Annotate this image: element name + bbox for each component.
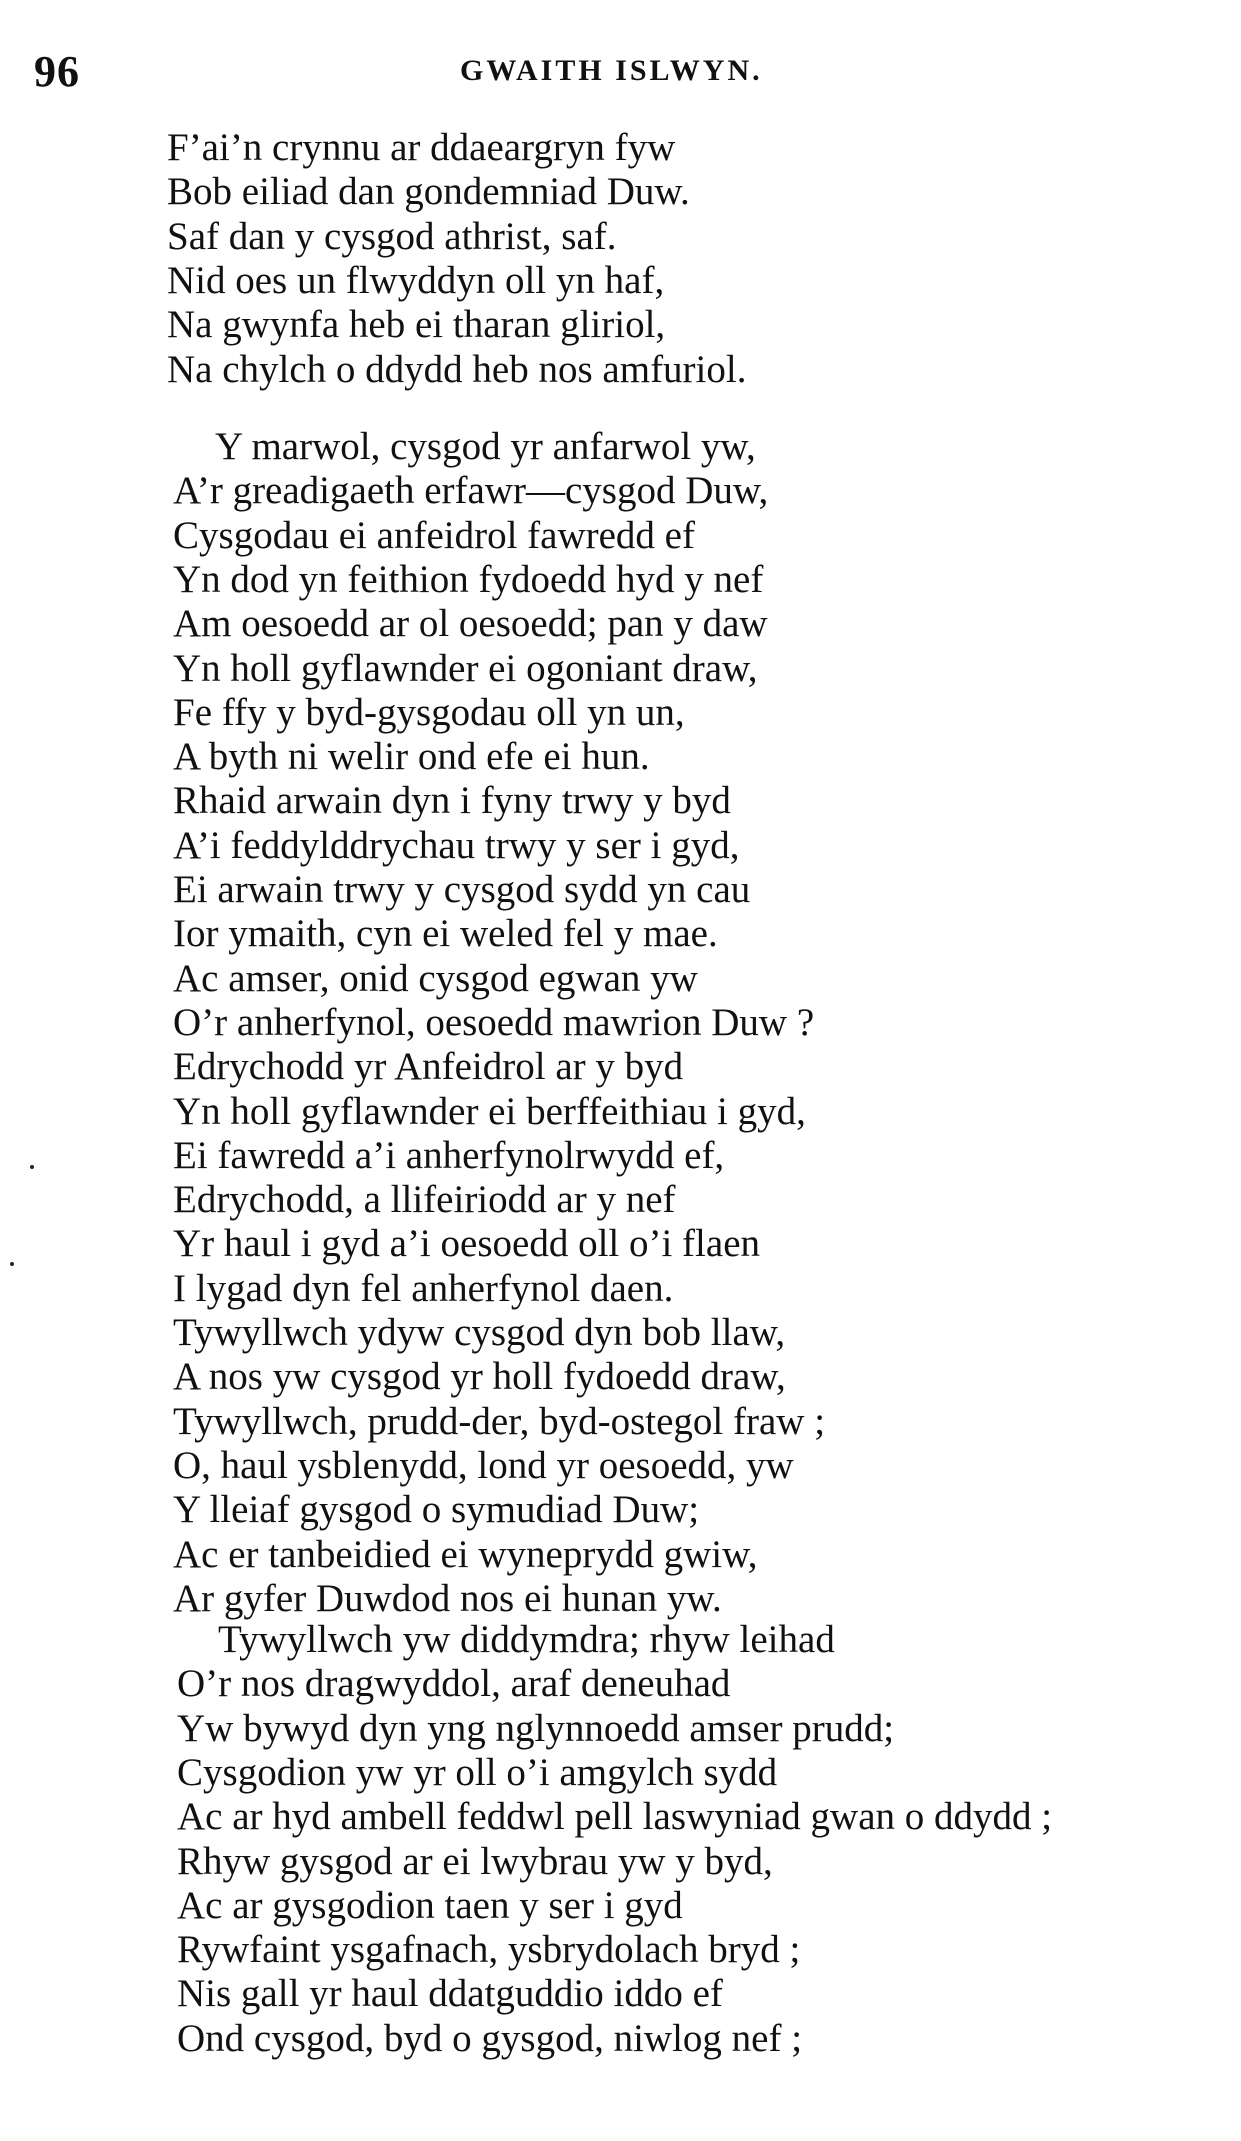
verse-line: Ac ar gysgodion taen y ser i gyd [177, 1884, 683, 1927]
verse-line: O’r anherfynol, oesoedd mawrion Duw ? [173, 1001, 815, 1044]
page-number: 96 [34, 47, 80, 96]
verse-line: Ac amser, onid cysgod egwan yw [173, 957, 698, 1000]
verse-line: O’r nos dragwyddol, araf deneuhad [177, 1662, 731, 1705]
verse-line: Yw bywyd dyn yng nglynnoedd amser prudd; [177, 1707, 895, 1750]
print-speck [30, 1165, 34, 1169]
verse-line: Yn dod yn feithion fydoedd hyd y nef [173, 558, 764, 601]
verse-line: Cysgodau ei anfeidrol fawredd ef [173, 514, 695, 557]
verse-line: Yn holl gyflawnder ei ogoniant draw, [173, 647, 758, 690]
verse-line: F’ai’n crynnu ar ddaeargryn fyw [167, 126, 676, 169]
verse-line: Ac ar hyd ambell feddwl pell laswyniad gwan o ddydd ; [177, 1795, 1053, 1838]
verse-line: A nos yw cysgod yr holl fydoedd draw, [173, 1355, 786, 1398]
verse-line: Rywfaint ysgafnach, ysbrydolach bryd ; [177, 1928, 801, 1971]
verse-line: Ei fawredd a’i anherfynolrwydd ef, [173, 1134, 725, 1177]
running-title: GWAITH ISLWYN. [460, 54, 763, 87]
verse-line: A byth ni welir ond efe ei hun. [173, 735, 650, 778]
verse-line: A’i feddylddrychau trwy y ser i gyd, [173, 824, 740, 867]
verse-line: Nid oes un flwyddyn oll yn haf, [167, 259, 665, 302]
verse-line: I lygad dyn fel anherfynol daen. [173, 1267, 674, 1310]
verse-line: Fe ffy y byd-gysgodau oll yn un, [173, 691, 685, 734]
verse-line: Ac er tanbeidied ei wyneprydd gwiw, [173, 1533, 758, 1576]
verse-line: Edrychodd yr Anfeidrol ar y byd [173, 1045, 684, 1088]
verse-line: Yn holl gyflawnder ei berffeithiau i gyd, [173, 1090, 806, 1133]
verse-line: Saf dan y cysgod athrist, saf. [167, 215, 617, 258]
verse-line: Na chylch o ddydd heb nos amfuriol. [167, 348, 747, 391]
verse-line: O, haul ysblenydd, lond yr oesoedd, yw [173, 1444, 794, 1487]
verse-line: Cysgodion yw yr oll o’i amgylch sydd [177, 1751, 778, 1794]
verse-line: Na gwynfa heb ei tharan gliriol, [167, 303, 666, 346]
verse-line: Nis gall yr haul ddatguddio iddo ef [177, 1972, 723, 2015]
verse-line: Ar gyfer Duwdod nos ei hunan yw. [173, 1577, 722, 1620]
verse-line: Edrychodd, a llifeiriodd ar y nef [173, 1178, 676, 1221]
verse-line: A’r greadigaeth erfawr—cysgod Duw, [173, 469, 769, 512]
verse-line: Tywyllwch, prudd-der, byd-ostegol fraw ; [173, 1400, 826, 1443]
page-header [0, 46, 1241, 96]
verse-line: Am oesoedd ar ol oesoedd; pan y daw [173, 602, 768, 645]
verse-line: Y lleiaf gysgod o symudiad Duw; [173, 1488, 700, 1531]
verse-line: Bob eiliad dan gondemniad Duw. [167, 170, 690, 213]
verse-line: Tywyllwch yw diddymdra; rhyw leihad [218, 1618, 835, 1661]
verse-line: Tywyllwch ydyw cysgod dyn bob llaw, [173, 1311, 786, 1354]
verse-line: Yr haul i gyd a’i oesoedd oll o’i flaen [173, 1222, 760, 1265]
verse-line: Y marwol, cysgod yr anfarwol yw, [215, 425, 756, 468]
verse-line: Rhyw gysgod ar ei lwybrau yw y byd, [177, 1840, 773, 1883]
verse-line: Ior ymaith, cyn ei weled fel y mae. [173, 912, 718, 955]
print-speck [10, 1262, 14, 1266]
verse-line: Ond cysgod, byd o gysgod, niwlog nef ; [177, 2017, 803, 2060]
verse-line: Ei arwain trwy y cysgod sydd yn cau [173, 868, 751, 911]
verse-line: Rhaid arwain dyn i fyny trwy y byd [173, 779, 731, 822]
